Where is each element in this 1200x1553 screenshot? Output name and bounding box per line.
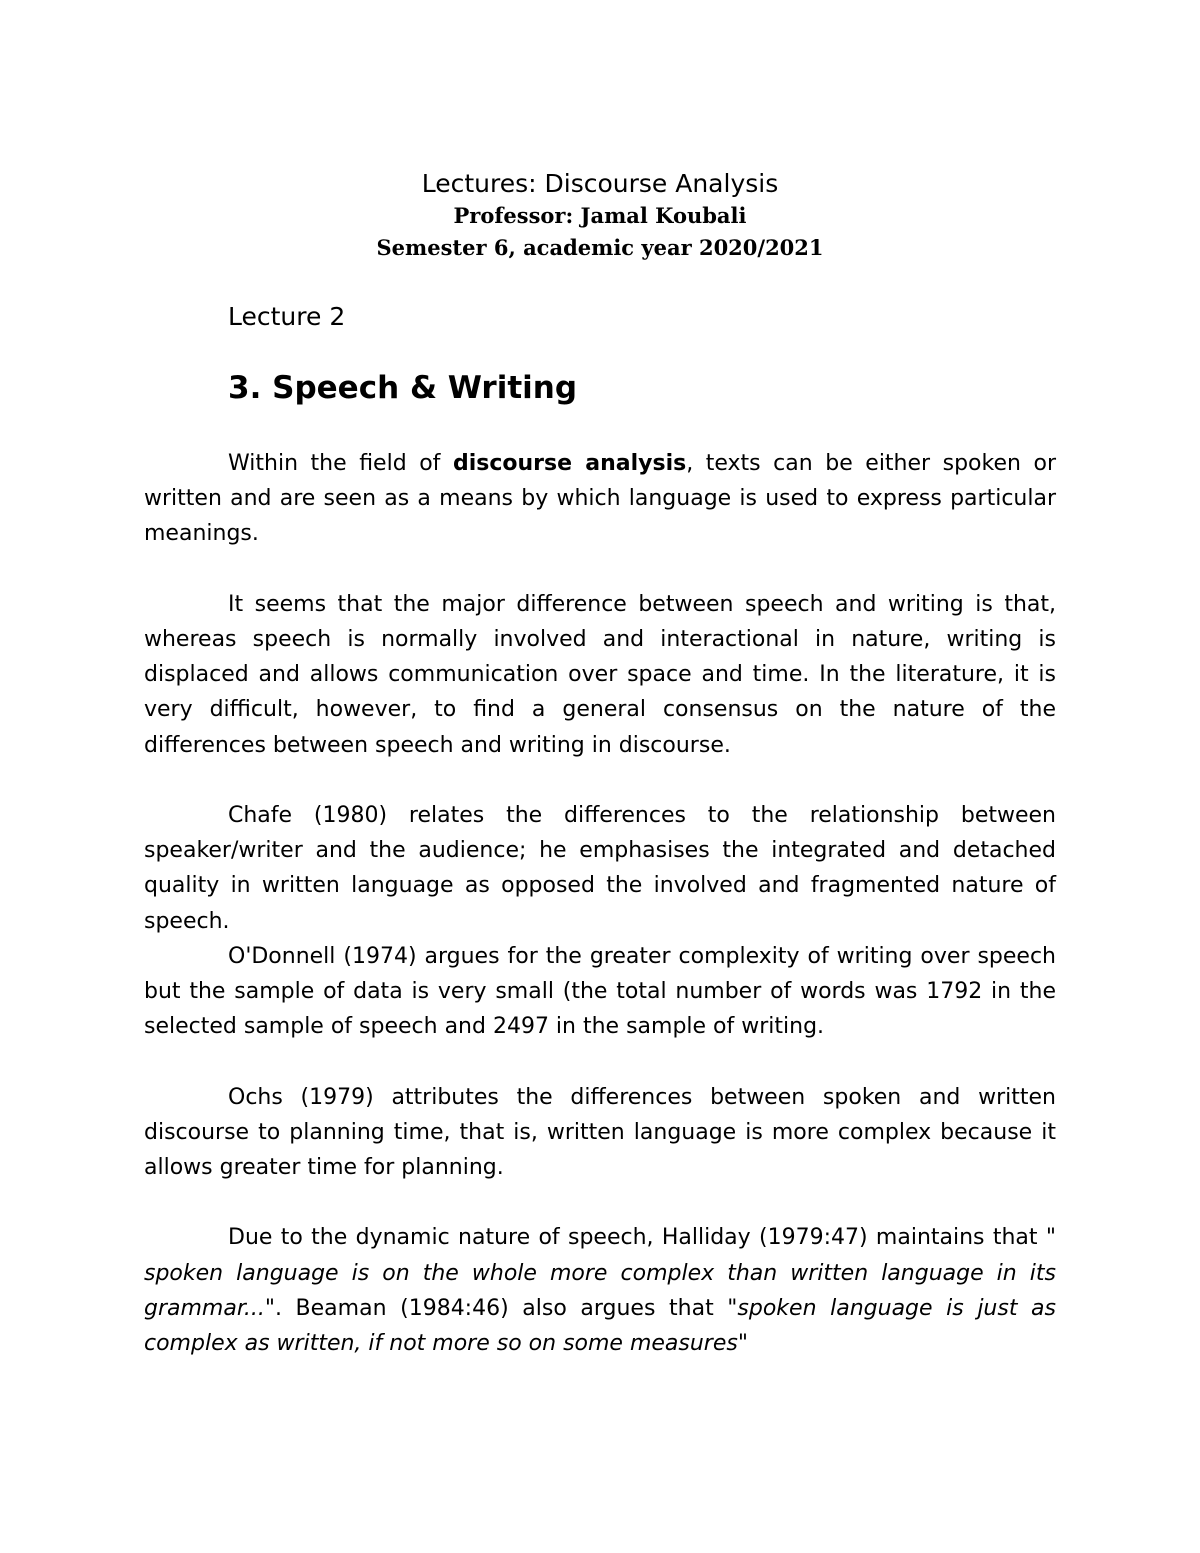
document-header — [0, 168, 1200, 264]
section-heading: 3. Speech & Writing — [228, 370, 578, 406]
document-body — [144, 446, 1056, 1361]
bold-term-discourse-analysis: discourse analysis — [452, 451, 687, 476]
paragraph-4: O'Donnell (1974) argues for the greater complexity of writing over speech but the sample of data is very small (the total number of words was 1792 in the selected sample of speech and 2497 in the sample of writing. — [144, 943, 1056, 1040]
halliday-quote: spoken language is on the whole more complex than written language in its grammar... — [144, 1260, 1056, 1321]
paragraph-5: Ochs (1979) attributes the differences between spoken and written discourse to planning time, that is, written language is more complex because it allows greater time for planning. — [144, 1084, 1056, 1181]
paragraph-1-intro: Within the field of — [228, 451, 453, 476]
paragraph-3: Chafe (1980) relates the differences to the relationship between speaker/writer and the audience; he emphasises the integrated and detached quality in written language as opposed the involved and fragmented nature of speech. — [144, 803, 1056, 934]
paragraph-6-end: " — [737, 1331, 748, 1357]
document-title: Lectures: Discourse Analysis — [421, 169, 779, 198]
paragraph-6 — [144, 1220, 1056, 1361]
paragraph-2: It seems that the major difference between speech and writing is that, whereas speech is normally involved and interactional in nature, writing is displaced and allows communication over space and time. In the literature, it is very difficult, however, to find a general consensus on the nature of the differences between speech and writing in discourse. — [144, 591, 1056, 758]
semester-line: Semester 6, academic year 2020/2021 — [376, 235, 824, 260]
paragraph-1 — [144, 446, 1056, 552]
beaman-quote: spoken language is just as complex as written, if not more so on some measures — [144, 1295, 1057, 1357]
lecture-label: Lecture 2 — [228, 302, 346, 331]
paragraph-6-mid: ". Beaman (1984:46) also argues that " — [264, 1295, 738, 1321]
paragraph-1-rest: , texts can be either spoken or written and are seen as a means by which language is used to express particular meanings. — [144, 451, 1056, 547]
paragraph-6-intro: Due to the dynamic nature of speech, Halliday (1979:47) maintains that " — [228, 1225, 1056, 1251]
professor-line: Professor: Jamal Koubali — [453, 203, 747, 228]
